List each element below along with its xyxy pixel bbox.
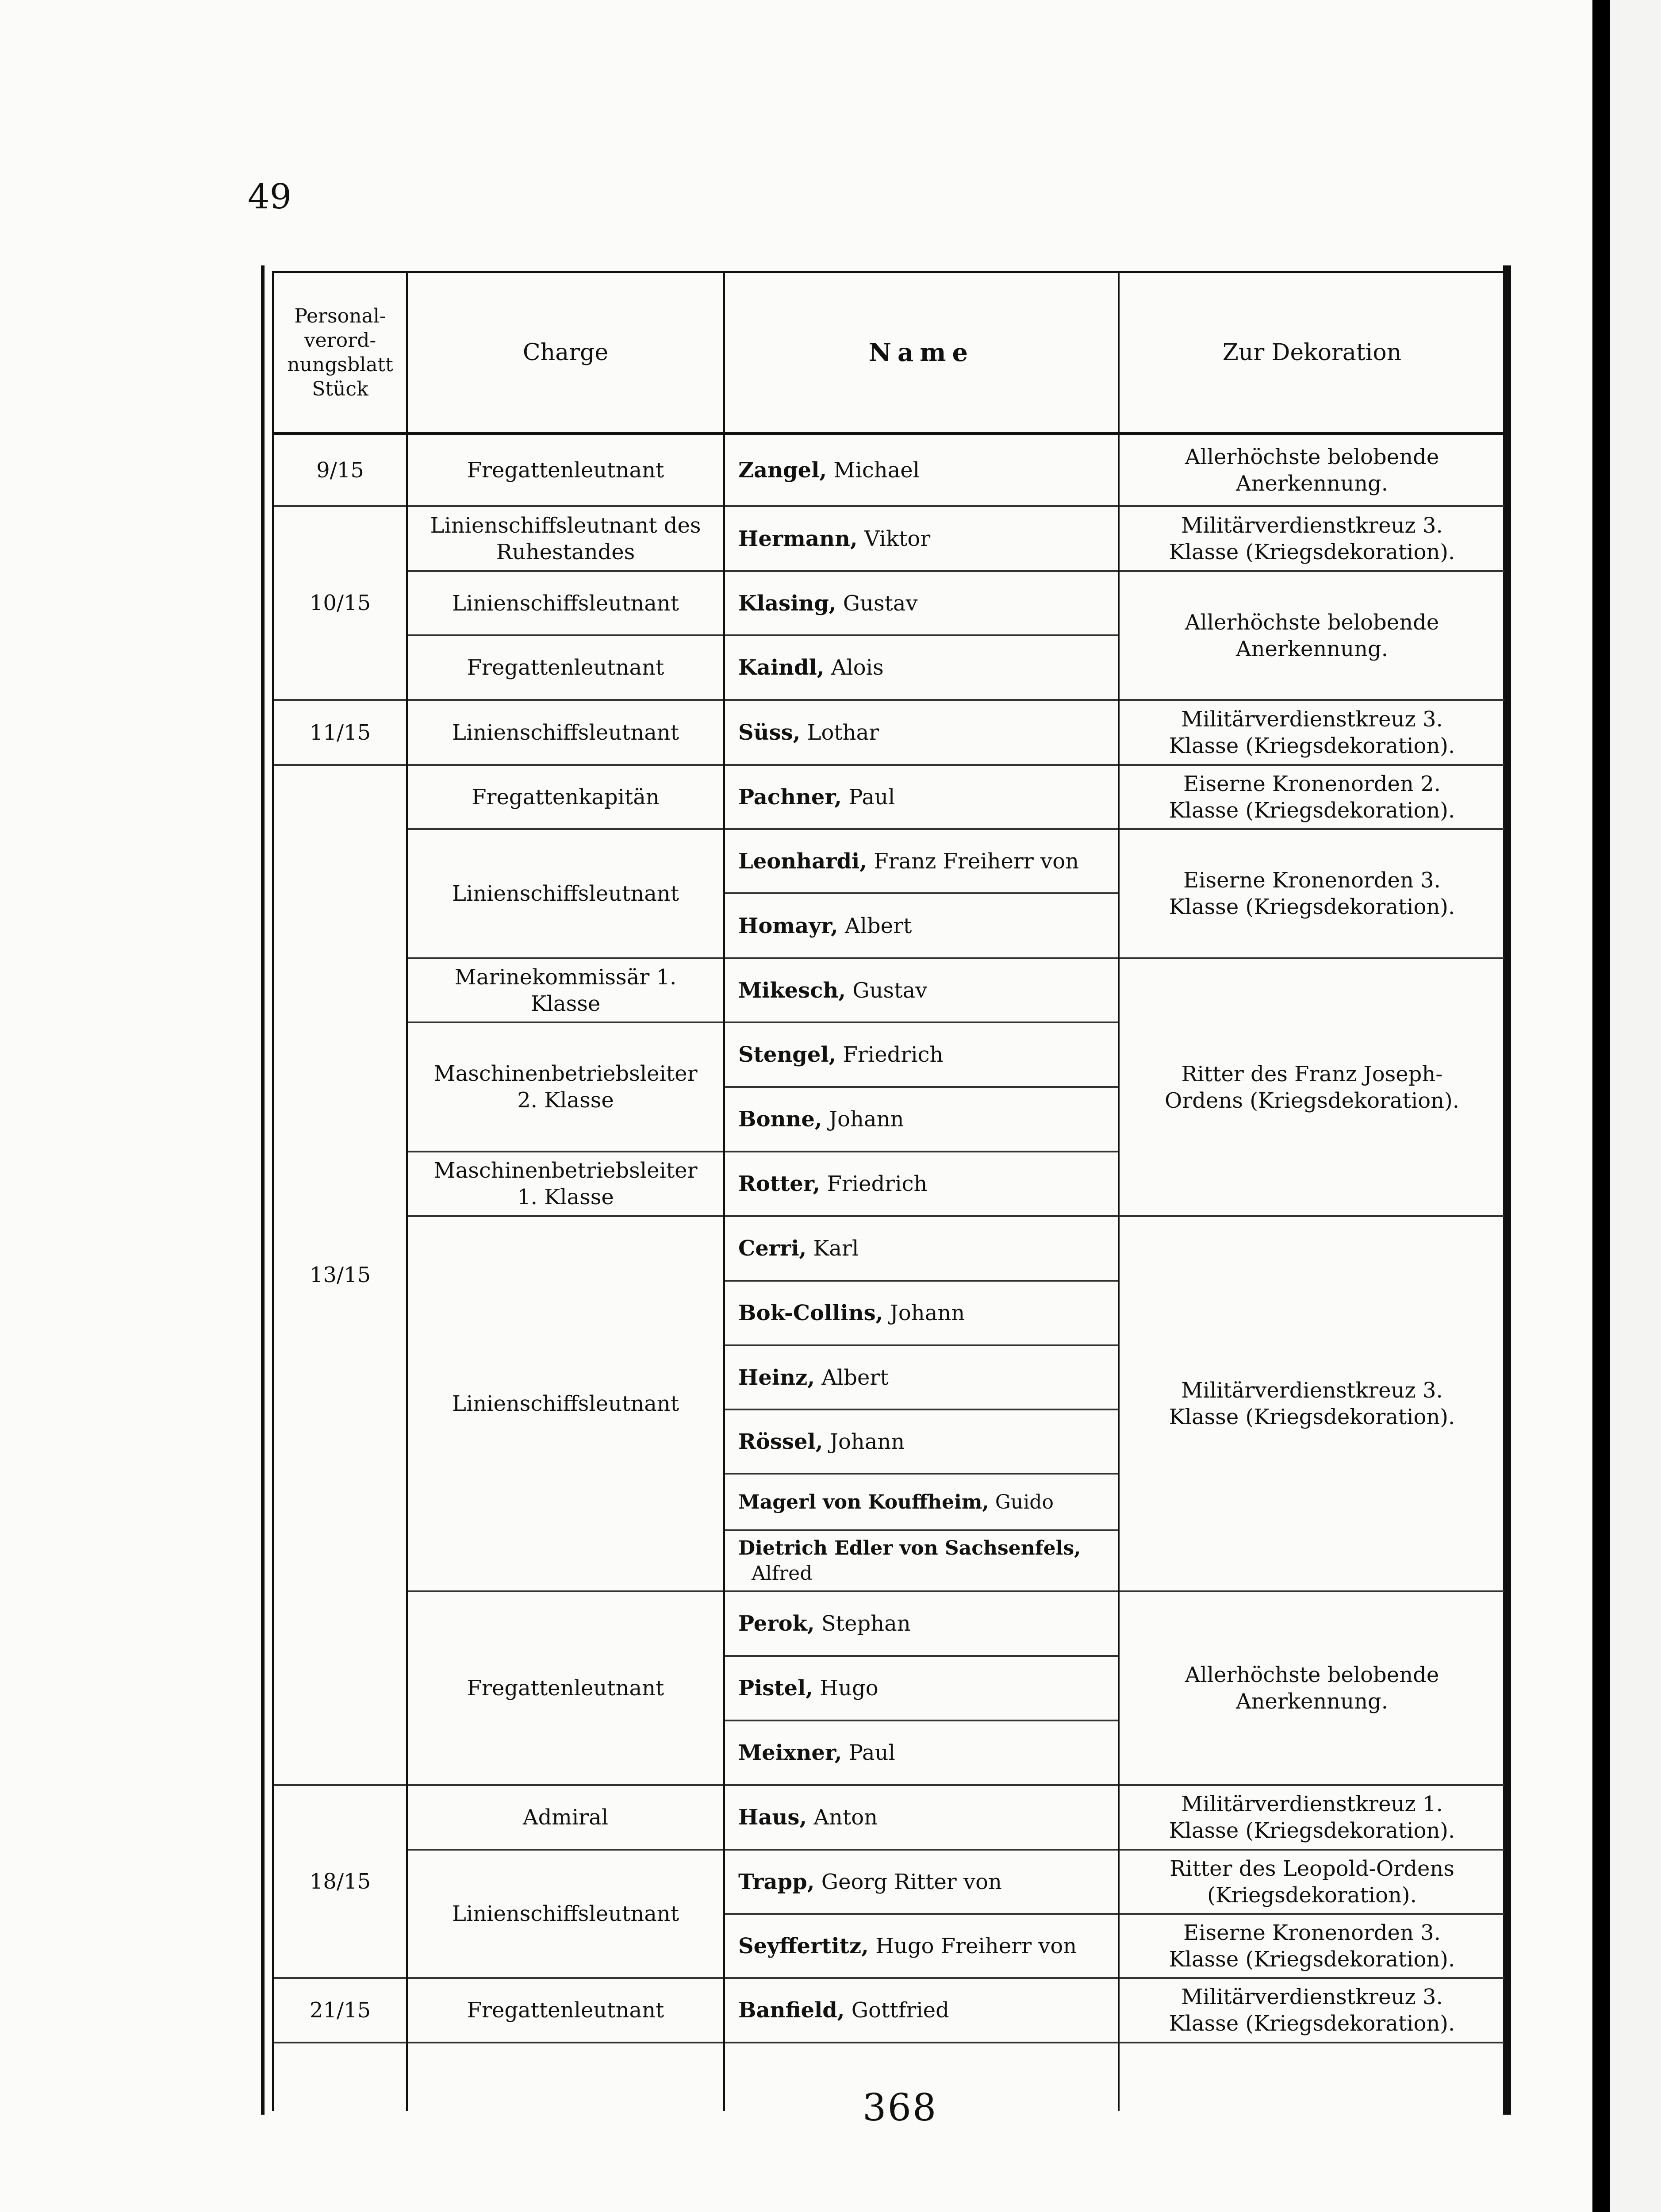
page-number: 368 bbox=[863, 2086, 938, 2129]
decoration-cell: Allerhöchste belobende Anerkennung. bbox=[1185, 444, 1439, 496]
given-name: Johann bbox=[829, 1107, 904, 1132]
surname: Pistel, bbox=[738, 1676, 813, 1701]
name-cell bbox=[725, 1410, 1118, 1473]
charge-cell: Fregattenleutnant bbox=[467, 457, 664, 483]
column-header-dekoration: Zur Dekoration bbox=[1222, 339, 1402, 366]
name-cell bbox=[725, 1531, 1118, 1590]
surname: Pachner, bbox=[738, 784, 842, 810]
name-cell bbox=[725, 1152, 1118, 1215]
leaf-number: 49 bbox=[248, 177, 292, 217]
given-name: Alfred bbox=[752, 1562, 813, 1585]
name-cell bbox=[725, 1657, 1118, 1720]
charge-cell: Linienschiffsleutnant bbox=[452, 1901, 679, 1926]
stueck-cell: 11/15 bbox=[309, 720, 371, 745]
charge-cell: Fregattenleutnant bbox=[467, 655, 664, 680]
surname: Meixner, bbox=[738, 1740, 842, 1765]
name-cell bbox=[725, 1979, 1118, 2042]
name-cell bbox=[725, 1217, 1118, 1280]
surname: Zangel, bbox=[738, 457, 827, 483]
given-name: Johann bbox=[829, 1429, 905, 1454]
given-name: Lothar bbox=[807, 720, 879, 745]
stueck-cell: 18/15 bbox=[309, 1869, 371, 1894]
name-cell bbox=[725, 1851, 1118, 1913]
given-name: Viktor bbox=[864, 526, 931, 551]
surname: Dietrich Edler von Sachsenfels, bbox=[738, 1536, 1081, 1559]
given-name: Franz Freiherr von bbox=[874, 849, 1079, 874]
name-cell bbox=[725, 1346, 1118, 1409]
name-cell bbox=[725, 1915, 1118, 1977]
name-cell bbox=[725, 959, 1118, 1022]
row-rule bbox=[408, 2042, 723, 2043]
charge-cell: Linienschiffsleutnant bbox=[452, 720, 679, 745]
given-name: Friedrich bbox=[827, 1171, 928, 1196]
surname: Mikesch, bbox=[738, 978, 846, 1003]
decoration-cell: Militärverdienstkreuz 3. Klasse (Kriegsdekoration). bbox=[1169, 513, 1455, 565]
row-rule bbox=[274, 2042, 406, 2043]
surname: Bonne, bbox=[738, 1107, 822, 1132]
given-name: Friedrich bbox=[843, 1042, 944, 1067]
charge-cell: Linienschiffsleutnant bbox=[452, 881, 679, 906]
name-cell bbox=[725, 1475, 1118, 1529]
name-cell bbox=[725, 636, 1118, 699]
surname: Bok-Collins, bbox=[738, 1301, 883, 1325]
name-cell bbox=[725, 1023, 1118, 1086]
decoration-cell: Militärverdienstkreuz 1. Klasse (Kriegsdekoration). bbox=[1169, 1792, 1455, 1843]
name-cell bbox=[725, 894, 1118, 957]
surname: Banfield, bbox=[738, 1998, 845, 2023]
decoration-cell: Militärverdienstkreuz 3. Klasse (Kriegsdekoration). bbox=[1169, 1378, 1455, 1429]
surname: Perok, bbox=[738, 1611, 815, 1636]
column-header-charge: Charge bbox=[522, 339, 609, 366]
given-name: Gustav bbox=[852, 978, 928, 1003]
name-cell bbox=[725, 1282, 1118, 1344]
given-name: Gustav bbox=[843, 591, 918, 616]
given-name: Albert bbox=[821, 1365, 889, 1390]
charge-cell: Fregattenleutnant bbox=[467, 1998, 664, 2023]
charge-cell: Admiral bbox=[522, 1805, 609, 1830]
decoration-cell: Ritter des Franz Joseph-Ordens (Kriegsdekoration). bbox=[1165, 1061, 1459, 1113]
surname: Leonhardi, bbox=[738, 849, 867, 874]
name-cell bbox=[725, 1786, 1118, 1849]
table-outer-rule-left bbox=[261, 265, 265, 2115]
name-cell bbox=[725, 435, 1118, 505]
given-name: Anton bbox=[813, 1805, 878, 1830]
charge-cell: Linienschiffsleutnant bbox=[452, 1391, 679, 1416]
stueck-cell: 13/15 bbox=[309, 1263, 371, 1287]
charge-cell: Marinekommissär 1. Klasse bbox=[454, 964, 677, 1016]
charge-cell: Maschinenbetriebsleiter 1. Klasse bbox=[433, 1158, 698, 1210]
decoration-cell: Allerhöchste belobende Anerkennung. bbox=[1185, 610, 1439, 661]
surname: Klasing, bbox=[738, 591, 836, 616]
surname: Heinz, bbox=[738, 1365, 815, 1390]
surname: Süss, bbox=[738, 720, 801, 745]
charge-cell: Maschinenbetriebsleiter 2. Klasse bbox=[433, 1061, 698, 1113]
decoration-cell: Eiserne Kronenorden 3. Klasse (Kriegsdekoration). bbox=[1169, 1920, 1455, 1972]
given-name: Paul bbox=[848, 1740, 895, 1765]
charge-cell: Fregattenleutnant bbox=[467, 1676, 664, 1701]
decoration-cell: Militärverdienstkreuz 3. Klasse (Kriegsdekoration). bbox=[1169, 1985, 1455, 2036]
adjacent-page-edge bbox=[1610, 0, 1661, 2212]
surname: Rössel, bbox=[738, 1429, 823, 1454]
surname: Hermann, bbox=[738, 526, 858, 551]
charge-cell: Linienschiffsleutnant des Ruhestandes bbox=[430, 513, 701, 565]
given-name: Stephan bbox=[821, 1611, 911, 1636]
given-name: Johann bbox=[890, 1301, 965, 1325]
surname: Seyffertitz, bbox=[738, 1933, 869, 1959]
column-header-stueck: Personal-verord-nungsblatt Stück bbox=[287, 305, 393, 400]
charge-cell: Fregattenkapitän bbox=[472, 784, 660, 810]
name-cell bbox=[725, 1721, 1118, 1784]
stueck-cell: 9/15 bbox=[316, 457, 364, 483]
row-rule bbox=[1120, 2042, 1504, 2043]
surname: Homayr, bbox=[738, 913, 838, 938]
given-name: Gottfried bbox=[851, 1998, 949, 2023]
given-name: Michael bbox=[833, 457, 920, 483]
decoration-cell: Eiserne Kronenorden 3. Klasse (Kriegsdekoration). bbox=[1169, 868, 1455, 919]
given-name: Alois bbox=[831, 655, 884, 680]
given-name: Albert bbox=[844, 913, 912, 938]
stueck-cell: 10/15 bbox=[309, 591, 371, 615]
charge-cell: Linienschiffsleutnant bbox=[452, 591, 679, 616]
given-name: Karl bbox=[813, 1236, 859, 1261]
surname: Stengel, bbox=[738, 1042, 836, 1067]
surname: Kaindl, bbox=[738, 655, 825, 680]
decoration-cell: Ritter des Leopold-Ordens (Kriegsdekoration). bbox=[1170, 1856, 1454, 1908]
given-name: Guido bbox=[995, 1490, 1054, 1513]
surname: Haus, bbox=[738, 1805, 807, 1830]
row-rule bbox=[725, 2042, 1118, 2043]
name-cell bbox=[725, 572, 1118, 634]
name-cell bbox=[725, 701, 1118, 764]
surname: Cerri, bbox=[738, 1236, 807, 1261]
name-cell bbox=[725, 507, 1118, 570]
decoration-cell: Allerhöchste belobende Anerkennung. bbox=[1185, 1663, 1439, 1714]
surname: Magerl von Kouffheim, bbox=[738, 1490, 989, 1513]
name-cell bbox=[725, 830, 1118, 892]
name-cell bbox=[725, 1592, 1118, 1655]
given-name: Paul bbox=[848, 784, 895, 810]
stueck-cell: 21/15 bbox=[309, 1998, 371, 2023]
decorations-table bbox=[272, 271, 1506, 2111]
given-name: Georg Ritter von bbox=[821, 1869, 1002, 1894]
column-header-name: Name bbox=[868, 338, 974, 367]
surname: Trapp, bbox=[738, 1869, 815, 1894]
decoration-cell: Eiserne Kronenorden 2. Klasse (Kriegsdekoration). bbox=[1169, 771, 1455, 823]
surname: Rotter, bbox=[738, 1171, 821, 1196]
given-name: Hugo Freiherr von bbox=[875, 1933, 1077, 1959]
given-name: Hugo bbox=[820, 1676, 878, 1701]
name-cell bbox=[725, 766, 1118, 828]
name-cell bbox=[725, 1088, 1118, 1151]
decoration-cell: Militärverdienstkreuz 3. Klasse (Kriegsdekoration). bbox=[1169, 707, 1455, 758]
